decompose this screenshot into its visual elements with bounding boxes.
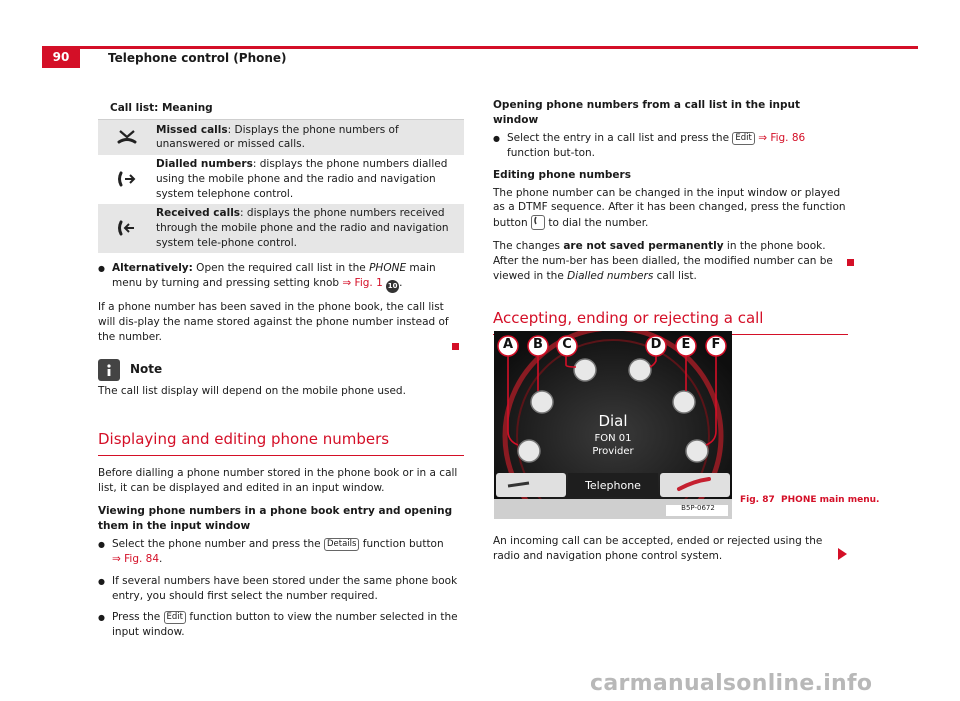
end-marker-icon	[452, 343, 459, 350]
table-desc: : displays the phone numbers dialled using the mobile phone and the radio and navigation system telephone control.	[156, 158, 448, 200]
page-number: 90	[42, 48, 80, 68]
table-row	[98, 155, 464, 204]
right-column	[493, 98, 848, 335]
section-title: Accepting, ending or rejecting a call	[493, 308, 848, 335]
text: Open the required call list in the	[192, 261, 370, 274]
callout-label: C	[562, 337, 572, 352]
subheading: Opening phone numbers from a call list in the input window	[493, 99, 801, 126]
table-desc: : displays the phone numbers received through the mobile phone and the radio and navigation system tele-phone control.	[156, 207, 449, 249]
text: Select the entry in a call list and press the	[507, 131, 733, 144]
list-item	[98, 537, 464, 567]
note-heading	[98, 359, 464, 381]
section2-intro: An incoming call can be accepted, ended or rejected using the radio and navigation phone control system.	[493, 535, 823, 562]
table-heading: Call list: Meaning	[98, 98, 464, 120]
knob-number: 10	[386, 280, 399, 293]
alternatively-label: Alternatively:	[112, 261, 193, 274]
table-term: Dialled numbers	[156, 158, 253, 171]
received-call-icon	[98, 219, 156, 237]
figure-link[interactable]: ⇒ Fig. 1	[342, 276, 383, 289]
callout-label: D	[650, 337, 662, 352]
end-marker-icon	[847, 259, 854, 266]
note-text: The call list display will depend on the mobile phone used.	[98, 385, 406, 397]
text: The phone number can be changed in the input window or played as a DTMF sequence. After it has been changed, press the function button	[493, 186, 846, 230]
edit-button[interactable]: Edit	[732, 132, 754, 145]
figure-caption	[740, 495, 879, 507]
callout-label: B	[533, 337, 543, 352]
edit-button[interactable]: Edit	[164, 611, 186, 624]
text: main menu by turning and pressing setting knob	[112, 261, 436, 289]
text: Press the	[112, 611, 164, 624]
table-desc: : Displays the phone numbers of unanswered or missed calls.	[156, 123, 399, 151]
table-row	[98, 120, 464, 155]
list-item	[98, 610, 464, 640]
caption-text: PHONE main menu.	[781, 495, 880, 505]
telephone-label: Telephone	[585, 479, 641, 492]
text: .	[159, 552, 163, 565]
table-row	[98, 204, 464, 253]
text: call list.	[653, 270, 697, 283]
continue-arrow-icon	[838, 548, 847, 560]
list-item	[493, 131, 848, 161]
text: function button	[359, 537, 444, 550]
section-intro: Before dialling a phone number stored in the phone book or in a call list, it can be displayed and edited in an input window.	[98, 467, 458, 495]
figure-code: B5P-0672	[681, 504, 715, 512]
fon-label: FON 01	[594, 433, 632, 445]
subheading: Viewing phone numbers in a phone book entry and opening them in the input window	[98, 505, 453, 532]
section-heading	[98, 429, 464, 456]
saved-paragraph: If a phone number has been saved in the phone book, the call list will dis-play the name stored against the phone number instead of the number.	[98, 301, 449, 344]
table-term: Received calls	[156, 207, 241, 220]
text: The changes	[493, 240, 564, 253]
info-icon	[98, 359, 120, 381]
callout-label: A	[502, 337, 514, 352]
text: function button to view the number selected in the input window.	[112, 611, 458, 639]
details-button[interactable]: Details	[324, 538, 359, 551]
dial-button-icon[interactable]	[531, 215, 545, 230]
text: function but-ton.	[507, 146, 595, 159]
figure-link[interactable]: ⇒ Fig. 84	[112, 552, 160, 565]
dial-title: Dial	[598, 412, 628, 430]
text: Select the phone number and press the	[112, 537, 324, 550]
text: in the phone book. After the num-ber has been dialled, the modified number can be viewed in the	[493, 240, 833, 283]
note-label: Note	[130, 362, 163, 377]
text: .	[399, 276, 403, 289]
text: to dial the number.	[544, 217, 649, 230]
left-column	[98, 98, 464, 647]
table-term: Missed calls	[156, 123, 228, 136]
section-title: Displaying and editing phone numbers	[98, 429, 464, 456]
paragraph	[493, 239, 848, 284]
missed-call-icon	[98, 129, 156, 145]
list-item: ● If several numbers have been stored under the same phone book entry, you should first select the number required.	[98, 574, 464, 604]
caption-label: Fig. 87	[740, 495, 775, 505]
paragraph	[493, 186, 848, 232]
dial-block	[494, 411, 732, 458]
emphasis: are not saved permanently	[563, 240, 724, 253]
figure-link[interactable]: ⇒ Fig. 86	[758, 131, 806, 144]
provider-label: Provider	[592, 446, 634, 458]
callout-label: E	[681, 337, 691, 352]
page-title: Telephone control (Phone)	[108, 51, 287, 65]
subheading: Editing phone numbers	[493, 168, 631, 181]
callout-label: F	[711, 337, 721, 352]
menu-name: PHONE	[369, 261, 407, 274]
list-name: Dialled numbers	[567, 270, 654, 283]
watermark: carmanualsonline.info	[590, 671, 873, 696]
header-rule	[42, 46, 918, 49]
alternatively-item	[98, 261, 464, 293]
dialled-call-icon	[98, 170, 156, 188]
phone-menu-figure	[494, 331, 732, 519]
call-list-table	[98, 98, 464, 253]
